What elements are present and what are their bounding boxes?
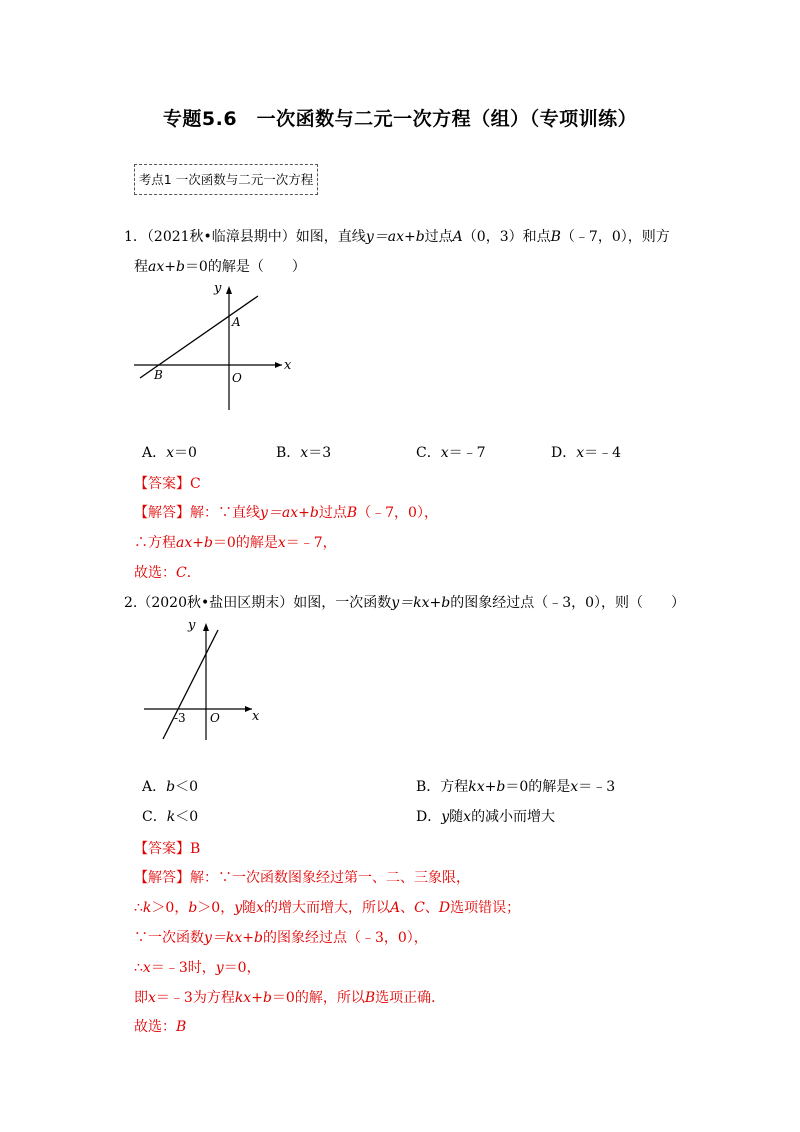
solution-text: 解：∵一次函数图象经过第一、二、三象限，	[190, 870, 470, 886]
q2-y-label: y	[188, 618, 196, 633]
q1-equation: y＝ax+b	[365, 229, 425, 245]
q1-number: 1．	[124, 229, 147, 245]
q2-solution-line3	[134, 927, 428, 947]
q1-point-a: A	[452, 229, 463, 245]
q1-stem-line2	[134, 256, 306, 276]
q1-origin-label: O	[232, 371, 242, 385]
q1-option-d[interactable]	[551, 442, 621, 462]
q2-solution-line2	[134, 897, 520, 917]
solution-choice: C	[414, 900, 425, 916]
solution-text: 解：∵直线	[190, 505, 260, 521]
q2-stem-text: 的图象经过点（﹣3，0），则（ ）	[450, 595, 686, 611]
q2-number: 2.	[124, 595, 138, 611]
q2-equation: y＝kx+b	[391, 595, 451, 611]
q2-solution-line5	[134, 987, 445, 1007]
q1-x-arrow	[275, 362, 282, 368]
q2-solution-line1	[134, 867, 470, 887]
option-text: 随	[449, 809, 464, 825]
solution-text: ＞0，	[197, 900, 235, 916]
solution-text: ＝﹣3时，	[150, 960, 216, 976]
solution-var: x	[148, 990, 156, 1006]
option-var: x	[166, 445, 175, 461]
solution-text: 选项错误；	[450, 900, 521, 916]
q2-option-d[interactable]	[416, 806, 555, 826]
option-var: x	[576, 445, 585, 461]
q2-stem-text: （2020秋•盐田区期末）如图，一次函数	[137, 595, 392, 611]
q1-stem-text: （﹣7，0），则方	[560, 229, 670, 245]
solution-text: 、	[400, 900, 415, 916]
q1-option-c[interactable]	[416, 442, 486, 462]
option-value: ＝3	[308, 445, 332, 461]
solution-text: ＝﹣3为方程	[155, 990, 235, 1006]
q2-y-arrow	[203, 623, 209, 631]
solution-var: x	[256, 900, 265, 916]
option-value: 的减小而增大	[471, 809, 556, 825]
option-value: ＜0	[175, 779, 199, 795]
solution-text: 选项正确．	[375, 990, 446, 1006]
q2-solution-line4	[134, 957, 261, 977]
option-var: k	[166, 809, 176, 825]
solution-text: ＝0的解是	[212, 535, 278, 551]
solution-text: ．	[186, 565, 201, 581]
q1-graph	[134, 276, 304, 416]
q2-option-c[interactable]	[142, 806, 198, 826]
q1-stem-text: （0，3）和点	[462, 229, 551, 245]
option-label: C．	[416, 445, 441, 461]
solution-text: ∴	[134, 900, 143, 916]
solution-text: ＝0，	[223, 960, 261, 976]
solution-text: 、	[424, 900, 439, 916]
q1-y-label: y	[214, 281, 222, 296]
option-value: ＜0	[175, 809, 199, 825]
solution-equation: y＝kx+b	[204, 930, 263, 946]
option-text: ＝0的解是	[505, 779, 571, 795]
q1-option-a[interactable]	[142, 442, 197, 462]
solution-text: ∵一次函数	[134, 930, 204, 946]
q1-point-b: B	[550, 229, 561, 245]
option-equation: kx+b	[468, 779, 506, 795]
option-label: B．	[276, 445, 301, 461]
solution-text: 的图象经过点（﹣3，0），	[262, 930, 428, 946]
answer-value: C	[190, 476, 201, 492]
option-label: A．	[142, 445, 167, 461]
solution-var: k	[142, 900, 152, 916]
q1-x-label: x	[284, 358, 292, 373]
q1-stem-text: 过点	[424, 229, 453, 245]
solution-choice: B	[364, 990, 376, 1006]
q1-line	[140, 296, 258, 378]
option-var: y	[441, 809, 450, 825]
q2-x-arrow	[245, 706, 252, 712]
q2-tick-minus3: -3	[174, 711, 186, 725]
option-var: x	[300, 445, 309, 461]
solution-equation: ax+b	[176, 535, 213, 551]
solution-text: 的增大而增大，所以	[264, 900, 391, 916]
q2-origin-label: O	[210, 711, 220, 725]
solution-var: x	[142, 960, 151, 976]
solution-text: ＝0的解，所以	[271, 990, 365, 1006]
option-var: b	[166, 779, 176, 795]
answer-tag: 【答案】	[134, 476, 190, 492]
solution-text: 随	[242, 900, 257, 916]
answer-tag: 【答案】	[134, 841, 190, 857]
q2-answer	[134, 838, 200, 858]
solution-text: ＝﹣7，	[285, 535, 337, 551]
option-text: 方程	[440, 779, 469, 795]
option-value: ＝﹣3	[578, 779, 616, 795]
solution-var: b	[188, 900, 198, 916]
q1-equation: ax+b	[148, 259, 185, 275]
answer-value: B	[190, 841, 201, 857]
option-var: x	[440, 445, 449, 461]
q1-stem-line1	[124, 226, 670, 246]
solution-equation: y＝ax+b	[260, 505, 319, 521]
q2-solution-line6	[134, 1016, 186, 1036]
solution-tag: 【解答】	[134, 505, 190, 521]
q1-option-b[interactable]	[276, 442, 331, 462]
q1-stem-text: （2021秋•临漳县期中）如图，直线	[146, 229, 366, 245]
page-title: 专题5.6 一次函数与二元一次方程（组）（专项训练）	[162, 108, 638, 130]
solution-text: 过点	[318, 505, 347, 521]
q1-y-arrow	[226, 286, 232, 294]
q2-stem	[124, 592, 685, 612]
q2-option-a[interactable]	[142, 776, 198, 796]
solution-text: ∴方程	[134, 535, 176, 551]
option-label: B．	[416, 779, 441, 795]
solution-text: （﹣7，0），	[357, 505, 438, 521]
option-label: D．	[416, 809, 442, 825]
solution-text: 即	[134, 990, 148, 1006]
solution-choice: C	[176, 565, 187, 581]
solution-choice: A	[390, 900, 401, 916]
option-label: A．	[142, 779, 167, 795]
solution-text: 故选：	[134, 1019, 176, 1035]
q1-solution-line3	[134, 562, 201, 582]
option-var: x	[463, 809, 472, 825]
solution-text: 故选：	[134, 565, 176, 581]
solution-choice: D	[438, 900, 451, 916]
solution-tag: 【解答】	[134, 870, 190, 886]
option-var: x	[570, 779, 579, 795]
q1-point-a-label: A	[232, 315, 241, 329]
q2-graph	[138, 612, 278, 744]
solution-var: y	[234, 900, 243, 916]
option-value: ＝﹣7	[448, 445, 486, 461]
q1-stem-text: 程	[134, 259, 148, 275]
q1-solution-line2	[134, 532, 337, 552]
option-value: ＝0	[174, 445, 197, 461]
solution-choice: B	[176, 1019, 187, 1035]
q2-x-label: x	[252, 709, 260, 724]
solution-var: y	[215, 960, 224, 976]
solution-text: ＞0，	[151, 900, 189, 916]
q1-answer	[134, 473, 201, 493]
solution-equation: kx+b	[234, 990, 272, 1006]
q1-point-b-label: B	[154, 368, 163, 382]
section-heading: 考点1 一次函数与二元一次方程	[134, 164, 318, 195]
option-label: D．	[551, 445, 577, 461]
solution-point: B	[346, 505, 358, 521]
solution-var: x	[277, 535, 286, 551]
option-value: ＝﹣4	[584, 445, 622, 461]
q2-option-b[interactable]	[416, 776, 615, 796]
q1-stem-text: ＝0的解是（ ）	[184, 259, 306, 275]
solution-text: ∴	[134, 960, 143, 976]
q1-solution-line1	[134, 502, 438, 522]
option-label: C．	[142, 809, 167, 825]
